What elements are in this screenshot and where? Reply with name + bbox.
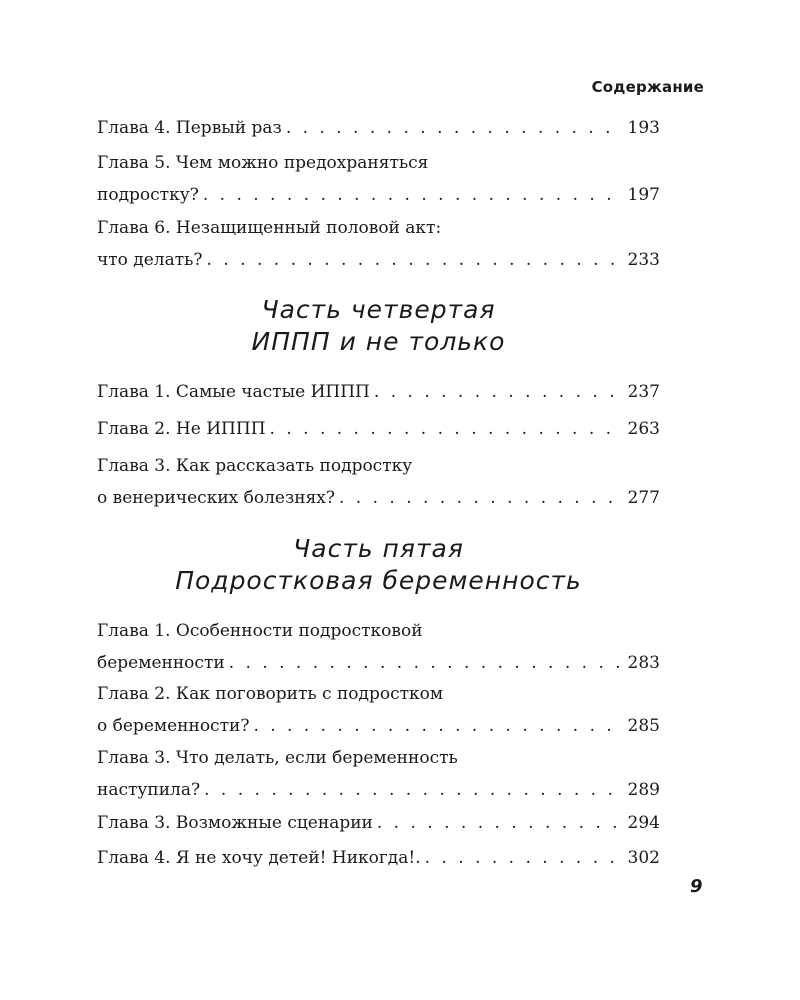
toc-entry[interactable]: [97, 376, 660, 408]
toc-entry-title: Глава 1. Самые частые ИППП: [97, 382, 370, 402]
toc-page-number: 285: [627, 716, 660, 736]
toc-entry-title: Глава 4. Я не хочу детей! Никогда!.: [97, 848, 421, 868]
toc-entry[interactable]: [97, 413, 660, 445]
part-number: Часть четвертая: [261, 295, 496, 324]
part-title: Подростковая беременность: [175, 566, 582, 595]
toc-page-number: 294: [627, 813, 660, 833]
toc-page-number: 237: [627, 382, 660, 402]
dot-leader: [339, 482, 622, 514]
page-number: 9: [690, 876, 703, 897]
toc-entry[interactable]: [97, 807, 660, 839]
dot-leader: [207, 244, 622, 276]
dot-leader: [270, 413, 622, 445]
toc-entry-title: Глава 3. Возможные сценарии: [97, 813, 373, 833]
toc-entry-title: Глава 3. Как рассказать подростку: [97, 456, 413, 476]
toc-page-number: 283: [627, 653, 660, 673]
dot-leader: [374, 376, 622, 408]
toc-entry[interactable]: [97, 678, 660, 742]
toc-entry-title: Глава 4. Первый раз: [97, 118, 282, 138]
dot-leader: [204, 774, 622, 806]
toc-entry[interactable]: [97, 615, 660, 679]
toc-entry-title-cont: беременности: [97, 653, 225, 673]
toc-entry-title-cont: что делать?: [97, 250, 203, 270]
part-number: Часть пятая: [293, 534, 464, 563]
dot-leader: [253, 710, 622, 742]
toc-page-number: 263: [627, 419, 660, 439]
running-header: Содержание: [591, 78, 704, 96]
toc-entry-title: Глава 3. Что делать, если беременность: [97, 748, 458, 768]
toc-page-number: 277: [627, 488, 660, 508]
toc-page-number: 193: [627, 118, 660, 138]
part-title: ИППП и не только: [251, 327, 506, 356]
dot-leader: [203, 179, 622, 211]
dot-leader: [425, 842, 622, 874]
toc-entry-title: Глава 6. Незащищенный половой акт:: [97, 218, 442, 238]
toc-entry[interactable]: [97, 842, 660, 874]
part-heading: [97, 294, 660, 358]
toc-entry-title: Глава 5. Чем можно предохраняться: [97, 153, 429, 173]
dot-leader: [377, 807, 622, 839]
toc-entry-title-cont: наступила?: [97, 780, 201, 800]
toc-page-number: 197: [627, 185, 660, 205]
dot-leader: [229, 647, 622, 679]
dot-leader: [286, 112, 622, 144]
toc-entry-title-cont: о венерических болезнях?: [97, 488, 335, 508]
toc-entry-title: Глава 2. Не ИППП: [97, 419, 266, 439]
toc-page-number: 302: [627, 848, 660, 868]
toc-entry[interactable]: [97, 112, 660, 144]
toc-entry[interactable]: [97, 742, 660, 806]
toc-entry[interactable]: [97, 212, 660, 276]
toc-entry-title: Глава 1. Особенности подростковой: [97, 621, 423, 641]
toc-page-number: 289: [627, 780, 660, 800]
toc-page-number: 233: [627, 250, 660, 270]
toc-entry[interactable]: [97, 147, 660, 211]
part-heading: [97, 533, 660, 597]
toc-entry-title-cont: о беременности?: [97, 716, 250, 736]
toc-entry-title-cont: подростку?: [97, 185, 199, 205]
toc-entry-title: Глава 2. Как поговорить с подростком: [97, 684, 444, 704]
toc-entry[interactable]: [97, 450, 660, 514]
